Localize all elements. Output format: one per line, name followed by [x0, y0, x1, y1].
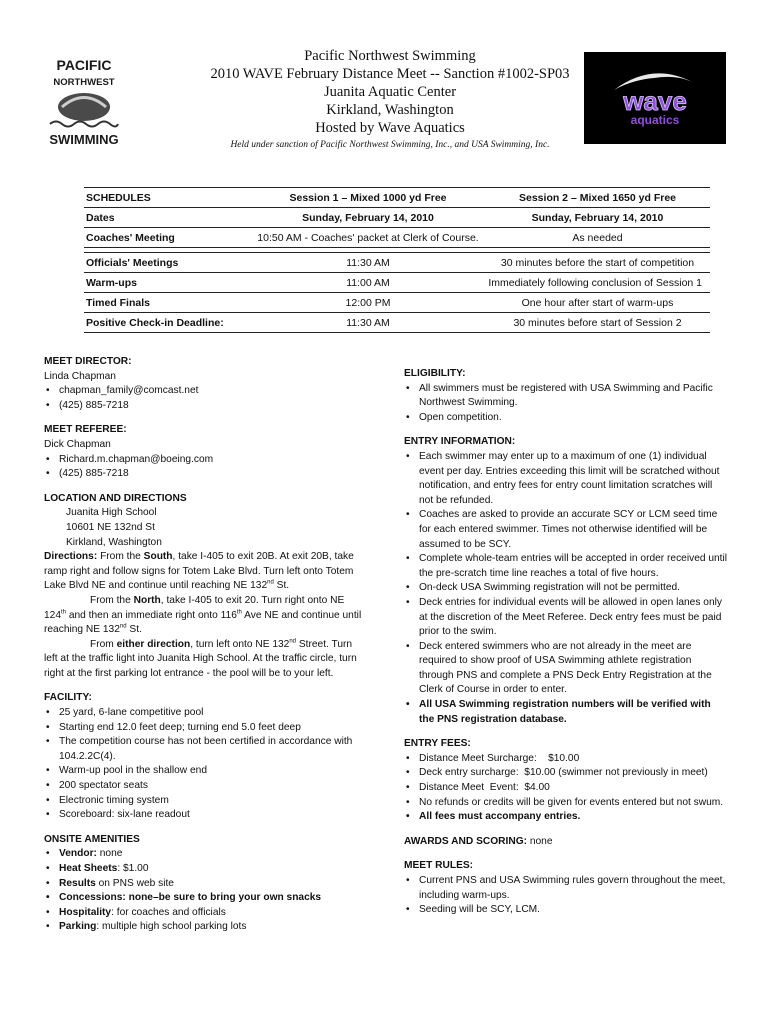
session2-cell: Session 2 – Mixed 1650 yd Free: [485, 188, 710, 208]
list-item: • The competition course has not been certified in accordance with 104.2.2C(4).: [44, 735, 362, 764]
header-city: Kirkland, Washington: [326, 102, 454, 118]
list-item: • Deck entries for individual events will be allowed in open lanes only at the discretion of the Meet Referee. Deck entry fees must be paid prior to the swim.: [404, 596, 728, 640]
list-item: • Current PNS and USA Swimming rules govern throughout the meet, including warm-ups.: [404, 874, 728, 903]
schedule-label: Warm-ups: [84, 273, 251, 293]
list-item: • Complete whole-team entries will be accepted in order received until the pre-scratch time line reaches a total of five hours.: [404, 552, 728, 581]
session2-cell: Sunday, February 14, 2010: [485, 208, 710, 228]
left-column: [44, 355, 362, 945]
list-item: • Electronic timing system: [44, 794, 362, 809]
session2-cell: 30 minutes before start of Session 2: [485, 313, 710, 333]
list-item: • Deck entry surcharge: $10.00 (swimmer not previously in meet): [404, 766, 728, 781]
session2-cell: 30 minutes before the start of competition: [485, 253, 710, 273]
list-item: • Seeding will be SCY, LCM.: [404, 903, 728, 918]
list-item: • Hospitality: for coaches and officials: [44, 906, 362, 921]
list-item: • All fees must accompany entries.: [404, 810, 728, 825]
meet-referee-email[interactable]: • Richard.m.chapman@boeing.com: [44, 453, 362, 468]
location-address-line: Kirkland, Washington: [66, 536, 162, 548]
session2-cell: Immediately following conclusion of Session 1: [485, 273, 710, 293]
right-column: [404, 367, 728, 928]
schedule-label: Positive Check-in Deadline:: [84, 313, 251, 333]
list-item: • Distance Meet Surcharge: $10.00: [404, 752, 728, 767]
wave-logo-text-top: wave: [623, 86, 687, 116]
table-row: [84, 228, 710, 248]
list-item: • Open competition.: [404, 411, 728, 426]
schedule-label: Dates: [84, 208, 251, 228]
list-item: • No refunds or credits will be given for events entered but not swum.: [404, 796, 728, 811]
entry-fees-title: ENTRY FEES:: [404, 738, 471, 750]
list-item: • 200 spectator seats: [44, 779, 362, 794]
meet-rules-section: [404, 859, 728, 917]
directions-either: From either direction, turn left onto NE 132nd Street. Turn left at the traffic light into Juanita High School. At the traffic circle, turn right at the first parking lot entrance - the pool will be to your left.: [44, 638, 357, 679]
list-item: • Concessions: none–be sure to bring your own snacks: [44, 891, 362, 906]
meet-referee-section: [44, 423, 362, 481]
list-item: • Results on PNS web site: [44, 877, 362, 892]
schedule-label: Officials' Meetings: [84, 253, 251, 273]
list-item: • All swimmers must be registered with USA Swimming and Pacific Northwest Swimming.: [404, 382, 728, 411]
header-org: Pacific Northwest Swimming: [304, 48, 476, 64]
wave-logo-text-bottom: aquatics: [630, 113, 680, 127]
meet-rules-title: MEET RULES:: [404, 860, 474, 872]
meet-director-name: Linda Chapman: [44, 370, 116, 382]
list-item: • Coaches are asked to provide an accurate SCY or LCM seed time for each entered swimmer. Times not otherwise identified will be assumed to be SCY.: [404, 508, 728, 552]
awards-section: [404, 835, 728, 850]
session1-cell: Session 1 – Mixed 1000 yd Free: [251, 188, 485, 208]
schedule-label: Coaches' Meeting: [84, 228, 251, 248]
list-item: • Each swimmer may enter up to a maximum of one (1) individual event per day. Entries exceeding this limit will be scratched without notification, and entry fees for entry count limitation scratches will not be refunded.: [404, 450, 728, 508]
entry-fees-section: [404, 737, 728, 825]
list-item: • Parking: multiple high school parking lots: [44, 920, 362, 935]
list-item: • Vendor: none: [44, 847, 362, 862]
awards-value: none: [527, 835, 553, 847]
table-row: [84, 273, 710, 293]
list-item: • Starting end 12.0 feet deep; turning end 5.0 feet deep: [44, 721, 362, 736]
session1-cell: 10:50 AM - Coaches' packet at Clerk of Course.: [251, 228, 485, 248]
schedule-label: SCHEDULES: [84, 188, 251, 208]
location-address-line: Juanita High School: [66, 507, 157, 519]
entry-info-title: ENTRY INFORMATION:: [404, 436, 516, 448]
pnw-logo: [44, 50, 124, 150]
entry-info-section: [404, 435, 728, 727]
meet-header: [150, 47, 630, 137]
awards-title: AWARDS AND SCORING:: [404, 835, 528, 847]
session1-cell: 11:30 AM: [251, 253, 485, 273]
schedule-table: [84, 187, 710, 333]
table-row: [84, 313, 710, 333]
table-row: [84, 208, 710, 228]
sanction-note: Held under sanction of Pacific Northwest Swimming, Inc., and USA Swimming, Inc.: [230, 140, 550, 150]
meet-referee-name: Dick Chapman: [44, 438, 111, 450]
location-address-line: 10601 NE 132nd St: [66, 521, 155, 533]
list-item: • 25 yard, 6-lane competitive pool: [44, 706, 362, 721]
list-item: • Heat Sheets: $1.00: [44, 862, 362, 877]
directions-south: Directions: From the South, take I-405 to exit 20B. At exit 20B, take ramp right and follow signs for Totem Lake Blvd. Turn left onto Totem Lake Blvd NE and continue until reaching NE 132nd St.: [44, 551, 354, 592]
directions-north: From the North, take I-405 to exit 20. Turn right onto NE 124th and then an immediate right onto 116th Ave NE and continue until reaching NE 132nd St.: [44, 594, 362, 636]
meet-referee-title: MEET REFEREE:: [44, 424, 127, 436]
session1-cell: 12:00 PM: [251, 293, 485, 313]
location-title: LOCATION AND DIRECTIONS: [44, 492, 187, 504]
session1-cell: 11:30 AM: [251, 313, 485, 333]
list-item: • On-deck USA Swimming registration will not be permitted.: [404, 581, 728, 596]
directions-label: Directions:: [44, 551, 98, 563]
session2-cell: One hour after start of warm-ups: [485, 293, 710, 313]
pnw-logo-text-top: PACIFIC: [56, 57, 112, 73]
session1-cell: 11:00 AM: [251, 273, 485, 293]
amenities-title: ONSITE AMENITIES: [44, 833, 140, 845]
header-meet-title: 2010 WAVE February Distance Meet -- Sanction #1002-SP03: [210, 66, 570, 82]
meet-referee-phone: • (425) 885-7218: [44, 467, 362, 482]
list-item: • Distance Meet Event: $4.00: [404, 781, 728, 796]
meet-director-section: [44, 355, 362, 413]
session2-cell: As needed: [485, 228, 710, 248]
meet-director-phone: • (425) 885-7218: [44, 399, 362, 414]
schedule-label: Timed Finals: [84, 293, 251, 313]
amenities-section: [44, 833, 362, 935]
header-venue: Juanita Aquatic Center: [323, 84, 457, 100]
list-item: • Deck entered swimmers who are not already in the meet are required to show proof of USA Swimming athlete registration through PNS and complete a PNS Deck Entry Registration at the Clerk of Course in order to enter.: [404, 640, 728, 698]
header-host: Hosted by Wave Aquatics: [315, 120, 465, 136]
list-item: • Scoreboard: six-lane readout: [44, 808, 362, 823]
pnw-logo-text-middle: NORTHWEST: [53, 77, 115, 88]
eligibility-title: ELIGIBILITY:: [404, 368, 466, 379]
eligibility-section: [404, 367, 728, 425]
list-item: • All USA Swimming registration numbers will be verified with the PNS registration database.: [404, 698, 728, 727]
table-row: [84, 253, 710, 273]
meet-director-email[interactable]: • chapman_family@comcast.net: [44, 384, 362, 399]
session1-cell: Sunday, February 14, 2010: [251, 208, 485, 228]
table-row: [84, 188, 710, 208]
pnw-logo-text-bottom: SWIMMING: [49, 132, 119, 147]
facility-title: FACILITY:: [44, 692, 92, 704]
meet-director-title: MEET DIRECTOR:: [44, 356, 132, 367]
facility-section: [44, 691, 362, 822]
table-row: [84, 293, 710, 313]
list-item: • Warm-up pool in the shallow end: [44, 764, 362, 779]
location-section: [44, 492, 362, 682]
